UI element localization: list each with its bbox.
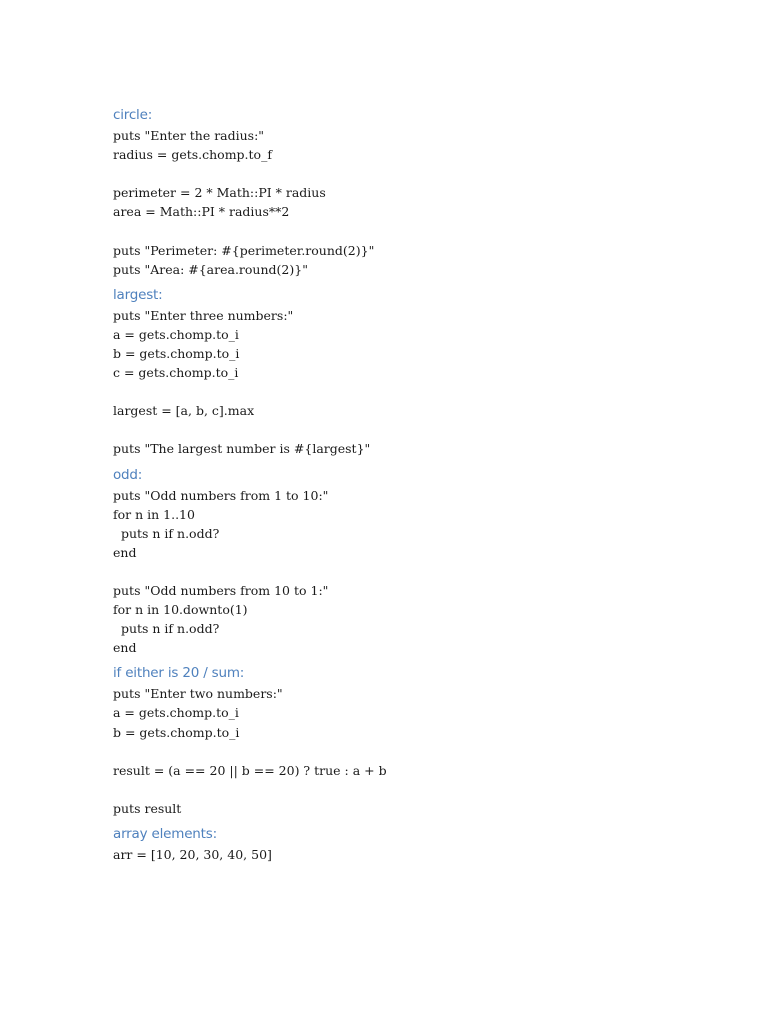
code-block xyxy=(113,845,713,864)
code-line xyxy=(113,164,713,183)
code-line: area = Math::PI * radius**2 xyxy=(113,204,290,220)
code-line: for n in 1..10 xyxy=(113,506,195,522)
code-line: puts "Perimeter: #{perimeter.round(2)}" xyxy=(113,242,375,258)
code-block xyxy=(113,306,713,459)
code-block xyxy=(113,486,713,658)
code-line: puts "Area: #{area.round(2)}" xyxy=(113,261,308,277)
code-line xyxy=(113,382,713,401)
code-line: result = (a == 20 || b == 20) ? true : a + b xyxy=(113,762,387,778)
section-heading: if either is 20 / sum: xyxy=(113,665,245,682)
section-heading: circle: xyxy=(113,107,153,123)
code-line: puts "Enter three numbers:" xyxy=(113,307,294,323)
code-line: b = gets.chomp.to_i xyxy=(113,345,240,361)
code-line: perimeter = 2 * Math::PI * radius xyxy=(113,185,326,201)
code-line: puts "Odd numbers from 10 to 1:" xyxy=(113,582,329,598)
code-line: end xyxy=(113,640,137,656)
code-line: puts "The largest number is #{largest}" xyxy=(113,441,371,457)
code-line xyxy=(113,562,713,581)
section-heading: largest: xyxy=(113,286,163,303)
code-line: puts n if n.odd? xyxy=(113,621,220,637)
code-line xyxy=(113,221,713,240)
code-line xyxy=(113,420,713,439)
code-line: puts "Enter two numbers:" xyxy=(113,686,283,702)
code-line: c = gets.chomp.to_i xyxy=(113,365,239,381)
code-block xyxy=(113,684,713,818)
section-odd xyxy=(113,464,713,658)
code-line: radius = gets.chomp.to_f xyxy=(113,147,272,163)
code-line xyxy=(113,780,713,799)
section-heading: array elements: xyxy=(113,826,217,842)
code-line: puts "Enter the radius:" xyxy=(113,128,265,143)
section-heading: odd: xyxy=(113,466,143,483)
section-array-elements xyxy=(113,823,713,864)
section-largest xyxy=(113,284,713,459)
code-line: for n in 10.downto(1) xyxy=(113,602,248,618)
code-line: largest = [a, b, c].max xyxy=(113,403,255,419)
code-line: puts "Odd numbers from 1 to 10:" xyxy=(113,487,329,503)
code-block xyxy=(113,126,713,279)
code-line: b = gets.chomp.to_i xyxy=(113,724,240,740)
code-line: puts n if n.odd? xyxy=(113,525,220,541)
code-line: a = gets.chomp.to_i xyxy=(113,326,239,342)
section-either-20-sum xyxy=(113,662,713,818)
code-line: a = gets.chomp.to_i xyxy=(113,705,239,721)
section-circle xyxy=(113,104,713,279)
code-line: arr = [10, 20, 30, 40, 50] xyxy=(113,847,272,862)
code-line: puts result xyxy=(113,800,182,816)
code-line xyxy=(113,742,713,761)
document-page xyxy=(113,104,713,864)
code-line: end xyxy=(113,544,137,560)
